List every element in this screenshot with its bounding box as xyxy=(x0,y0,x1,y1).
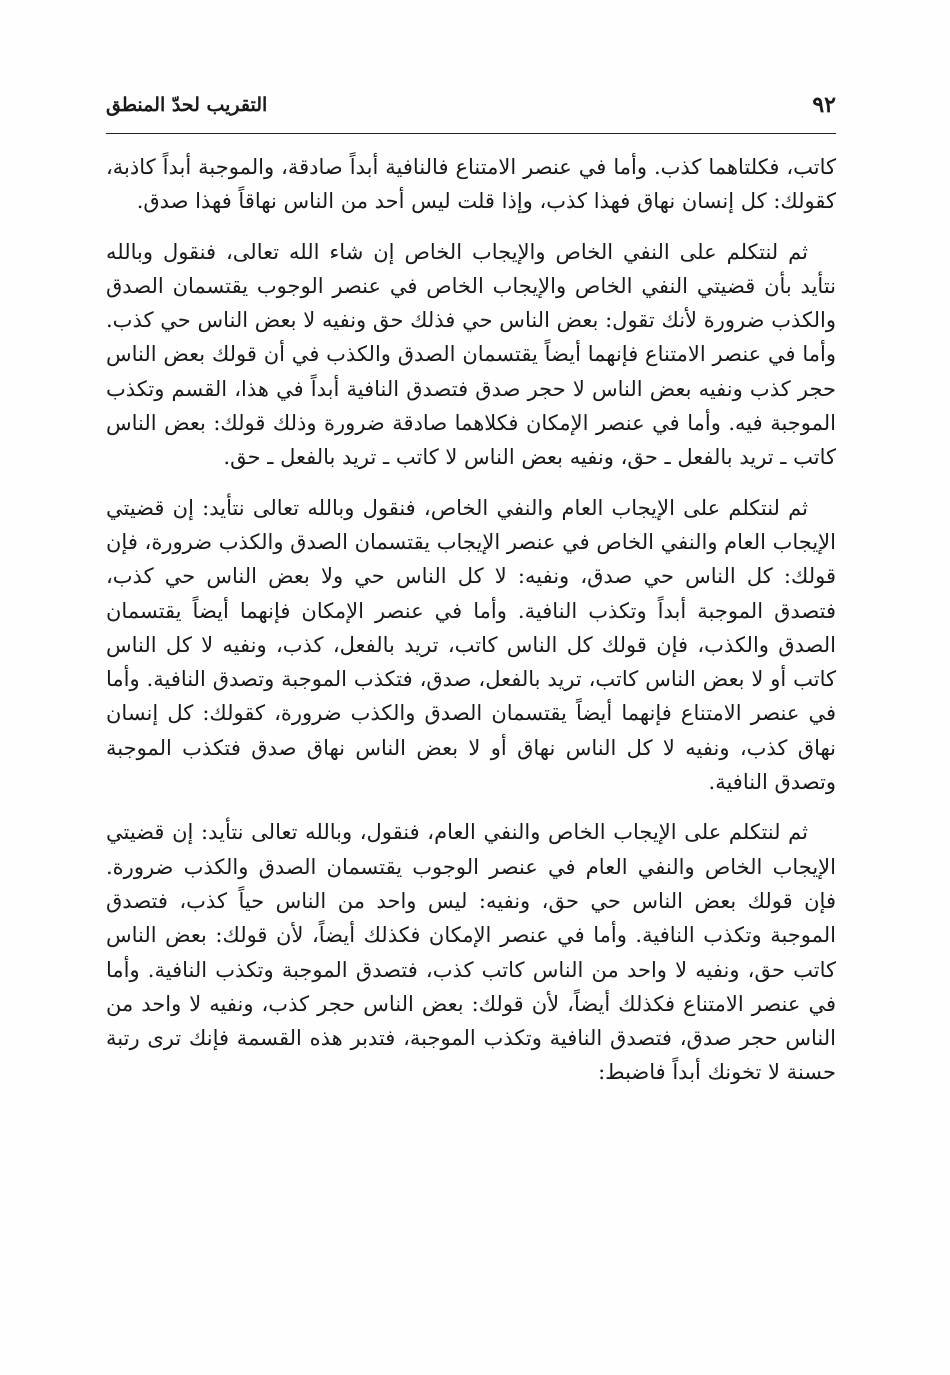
page-header xyxy=(106,88,836,128)
header-divider xyxy=(106,133,836,134)
paragraph-3: ثم لنتكلم على الإيجاب العام والنفي الخاص، فنقول وبالله تعالى نتأيد: إن قضيتي الإيجاب العام والنفي الخاص في عنصر الإيجاب يقتسمان الصدق والكذب ضرورة، فإن قولك: كل الناس حي صدق، ونفيه: لا كل الناس حي ولا بعض الناس حي كذب، فتصدق الموجبة أبداً وتكذب النافية. وأما في عنصر الإمكان فإنهما أيضاً يقتسمان الصدق والكذب، فإن قولك كل الناس كاتب، تريد بالفعل، كذب، ونفيه لا كل الناس كاتب أو لا بعض الناس كاتب، تريد بالفعل، صدق، فتكذب الموجبة وتصدق النافية. وأما في عنصر الامتناع فإنهما أيضاً يقتسمان الصدق والكذب ضرورة، كقولك: كل إنسان نهاق كذب، ونفيه لا كل الناس نهاق أو لا بعض الناس نهاق صدق فتكذب الموجبة وتصدق النافية. xyxy=(106,495,836,795)
paragraph-2: ثم لنتكلم على النفي الخاص والإيجاب الخاص إن شاء الله تعالى، فنقول وبالله نتأيد بأن قضيتي النفي الخاص والإيجاب الخاص في عنصر الوجوب يقتسمان الصدق والكذب ضرورة لأنك تقول: بعض الناس حي فذلك حق ونفيه لا بعض الناس حي كذب. وأما في عنصر الامتناع فإنهما أيضاً يقتسمان الصدق والكذب في أن قولك بعض الناس حجر كذب ونفيه بعض الناس لا حجر صدق فتصدق النافية أبداً في هذا، القسم وتكذب الموجبة فيه. وأما في عنصر الإمكان فكلاهما صادقة ضرورة وذلك قولك: بعض الناس كاتب ـ تريد بالفعل ـ حق، ونفيه بعض الناس لا كاتب ـ تريد بالفعل ـ حق. xyxy=(106,239,836,470)
page-body xyxy=(106,150,836,1106)
paragraph-1: كاتب، فكلتاهما كذب. وأما في عنصر الامتناع فالنافية أبداً صادقة، والموجبة أبداً كاذبة، كقولك: كل إنسان نهاق فهذا كذب، وإذا قلت ليس أحد من الناس نهاقاً فهذا صدق. xyxy=(106,155,836,214)
page-number: ٩٢ xyxy=(812,92,836,118)
paragraph-4: ثم لنتكلم على الإيجاب الخاص والنفي العام، فنقول، وبالله تعالى نتأيد: إن قضيتي الإيجاب الخاص والنفي العام في عنصر الوجوب يقتسمان الصدق والكذب ضرورة. فإن قولك بعض الناس حي حق، ونفيه: ليس واحد من الناس حياً كذب، فتصدق الموجبة وتكذب النافية. وأما في عنصر الإمكان فكذلك أيضاً، لأن قولك: بعض الناس كاتب حق، ونفيه لا واحد من الناس كاتب كذب، فتصدق الموجبة وتكذب النافية. وأما في عنصر الامتناع فكذلك أيضاً، لأن قولك: بعض الناس حجر كذب، ونفيه لا واحد من الناس حجر صدق، فتصدق النافية وتكذب الموجبة، فتدبر هذه القسمة فإنك ترى رتبة حسنة لا تخونك أبداً فاضبط: xyxy=(106,820,836,1085)
running-title: التقريب لحدّ المنطق xyxy=(106,94,268,116)
